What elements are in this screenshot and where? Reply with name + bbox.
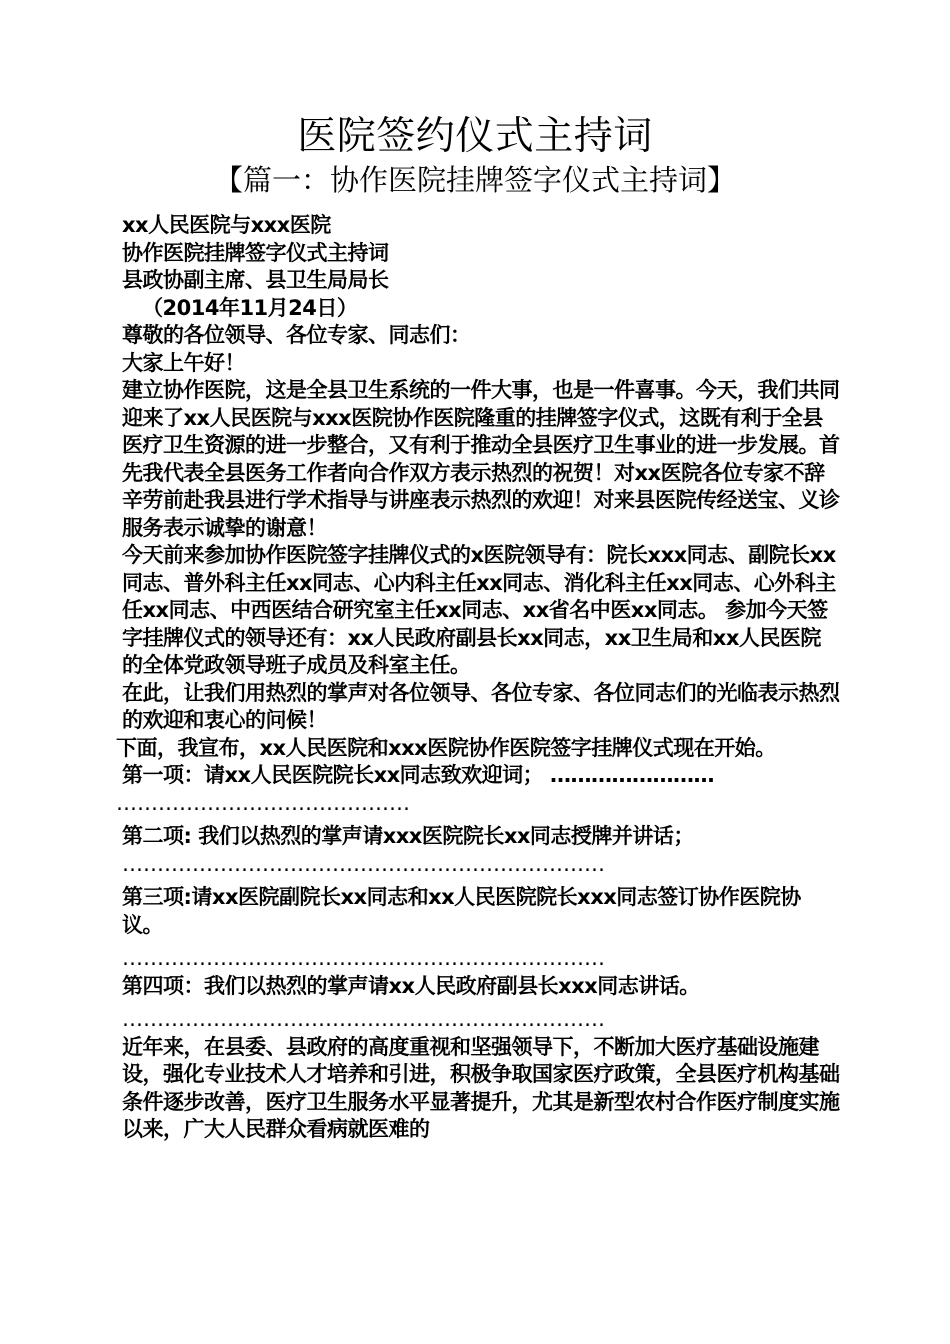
paragraph-guests: 今天前来参加协作医院签字挂牌仪式的x医院领导有：院长xxx同志、副院长xx同志、普外科主任xx同志、心内科主任xx同志、消化科主任xx同志、心外科主任xx同志、中西医结合研究室主任xx同志、xx省名中医xx同志。 参加今天签字挂牌仪式的领导还有：xx人民政府副县长xx同志，xx卫生局和xx人民医院的全体党政领导班子成员及科室主任。: [122, 543, 836, 677]
paragraph-salutation: 尊敬的各位领导、各位专家、同志们：: [122, 323, 471, 347]
paragraph-greeting: 大家上午好！: [122, 350, 245, 375]
dotted-leader: ……………………………………………………………: [122, 1007, 605, 1031]
document-body: [116, 212, 840, 1144]
item-four: 第四项：我们以热烈的掌声请xx人民政府副县长xxx同志讲话。: [122, 973, 700, 998]
item-two: 第二项: 我们以热烈的掌声请xxx医院院长xx同志授牌并讲话；: [122, 824, 694, 848]
paragraph-date: （2014年11月24日）: [142, 295, 358, 320]
paragraph-announce: 下面，我宣布，xx人民医院和xxx医院协作医院签字挂牌仪式现在开始。: [116, 735, 776, 760]
item-three: 第三项:请xx医院副院长xx同志和xx人民医院院长xxx同志签订协作医院协议。: [122, 885, 801, 937]
paragraph-speaker: 县政协副主席、县卫生局局长: [122, 268, 389, 292]
paragraph-speech-title: 协作医院挂牌签字仪式主持词: [122, 240, 389, 265]
dotted-leader: ……………………………………: [116, 790, 410, 815]
document-subtitle: 【篇一：协作医院挂牌签字仪式主持词】: [213, 163, 736, 197]
paragraph-development: 近年来，在县委、县政府的高度重视和坚强领导下，不断加大医疗基础设施建设，强化专业技术人才培养和引进，积极争取国家医疗政策，全县医疗机构基础条件逐步改善，医疗卫生服务水平显著提升，尤其是新型农村合作医疗制度实施以来，广大人民群众看病就医难的: [122, 1034, 840, 1141]
dotted-leader: ……………………………………………………………: [122, 851, 605, 876]
paragraph-hospitals: xx人民医院与xxx医院: [122, 213, 331, 237]
paragraph-opening: 建立协作医院，这是全县卫生系统的一件大事，也是一件喜事。今天，我们共同迎来了xx人民医院与xxx医院协作医院隆重的挂牌签字仪式，这既有利于全县医疗卫生资源的进一步整合，又有利于推动全县医疗卫生事业的进一步发展。首先我代表全县医务工作者向合作双方表示热烈的祝贺！对xx医院各位专家不辞辛劳前赴我县进行学术指导与讲座表示热烈的欢迎！对来县医院传经送宝、义诊服务表示诚挚的谢意！: [122, 378, 840, 540]
paragraph-welcome: 在此，让我们用热烈的掌声对各位领导、各位专家、各位同志们的光临表示热烈的欢迎和衷心的问候！: [122, 680, 840, 732]
item-one: 第一项：请xx人民医院院长xx同志致欢迎词； ……………………: [122, 763, 714, 787]
dotted-leader: ……………………………………………………………: [122, 946, 605, 970]
document-title: 医院签约仪式主持词: [297, 114, 653, 159]
